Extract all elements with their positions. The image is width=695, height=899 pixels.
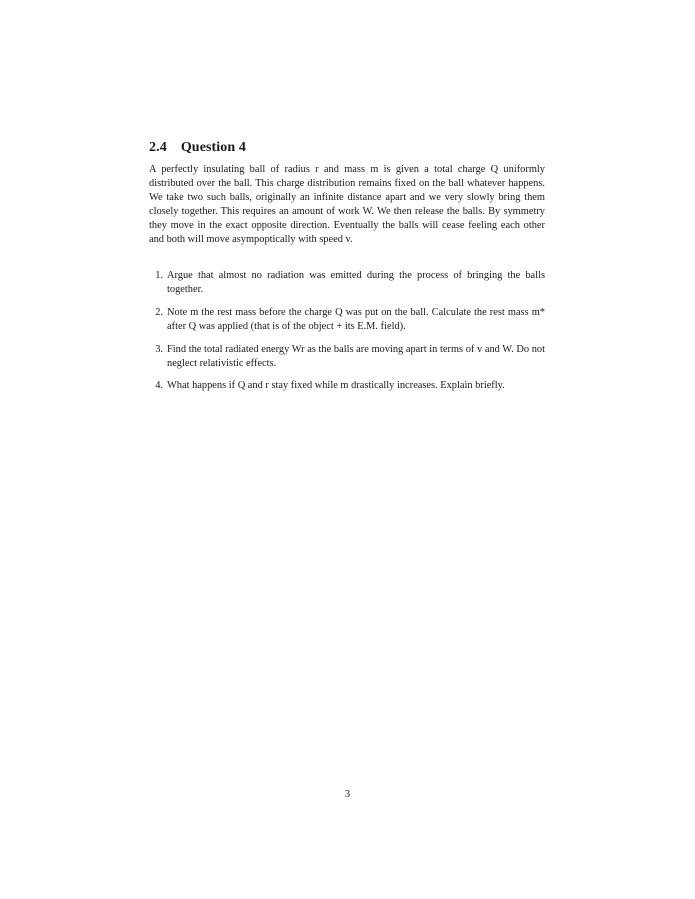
question-item-1 bbox=[149, 269, 545, 297]
section-heading bbox=[149, 140, 246, 156]
question-number: 4. bbox=[155, 380, 163, 392]
question-text: What happens if Q and r stay fixed while m drastically increases. Explain briefly. bbox=[167, 380, 505, 392]
question-text: Note m the rest mass before the charge Q was put on the ball. Calculate the rest mass m* after Q was applied (that is of the object + its E.M. field). bbox=[167, 306, 545, 332]
section-number: 2.4 bbox=[149, 140, 167, 155]
question-text: Argue that almost no radiation was emitted during the process of bringing the balls together. bbox=[167, 270, 545, 295]
question-number: 2. bbox=[155, 306, 163, 318]
question-item-4 bbox=[149, 379, 545, 393]
question-list bbox=[149, 269, 545, 402]
question-item-3 bbox=[149, 343, 545, 371]
intro-text: A perfectly insulating ball of radius r and mass m is given a total charge Q uniformly distributed over the ball. This charge distribution remains fixed on the ball whatever happens. We take two such balls, originally an infinite distance apart and we very slowly bring them closely together. This requires an amount of work W. We then release the balls. By symmetry they move in the exact opposite direction. Eventually the balls will cease feeling each other and both will move asympoptically with speed v. bbox=[149, 164, 545, 245]
question-number: 1. bbox=[155, 270, 163, 281]
question-number: 3. bbox=[155, 343, 163, 355]
intro-paragraph bbox=[149, 163, 545, 246]
question-item-2 bbox=[149, 306, 545, 334]
page-number: 3 bbox=[344, 789, 351, 800]
section-title-text: Question 4 bbox=[180, 140, 246, 155]
question-text: Find the total radiated energy Wr as the balls are moving apart in terms of v and W. Do not neglect relativistic effects. bbox=[167, 343, 545, 369]
